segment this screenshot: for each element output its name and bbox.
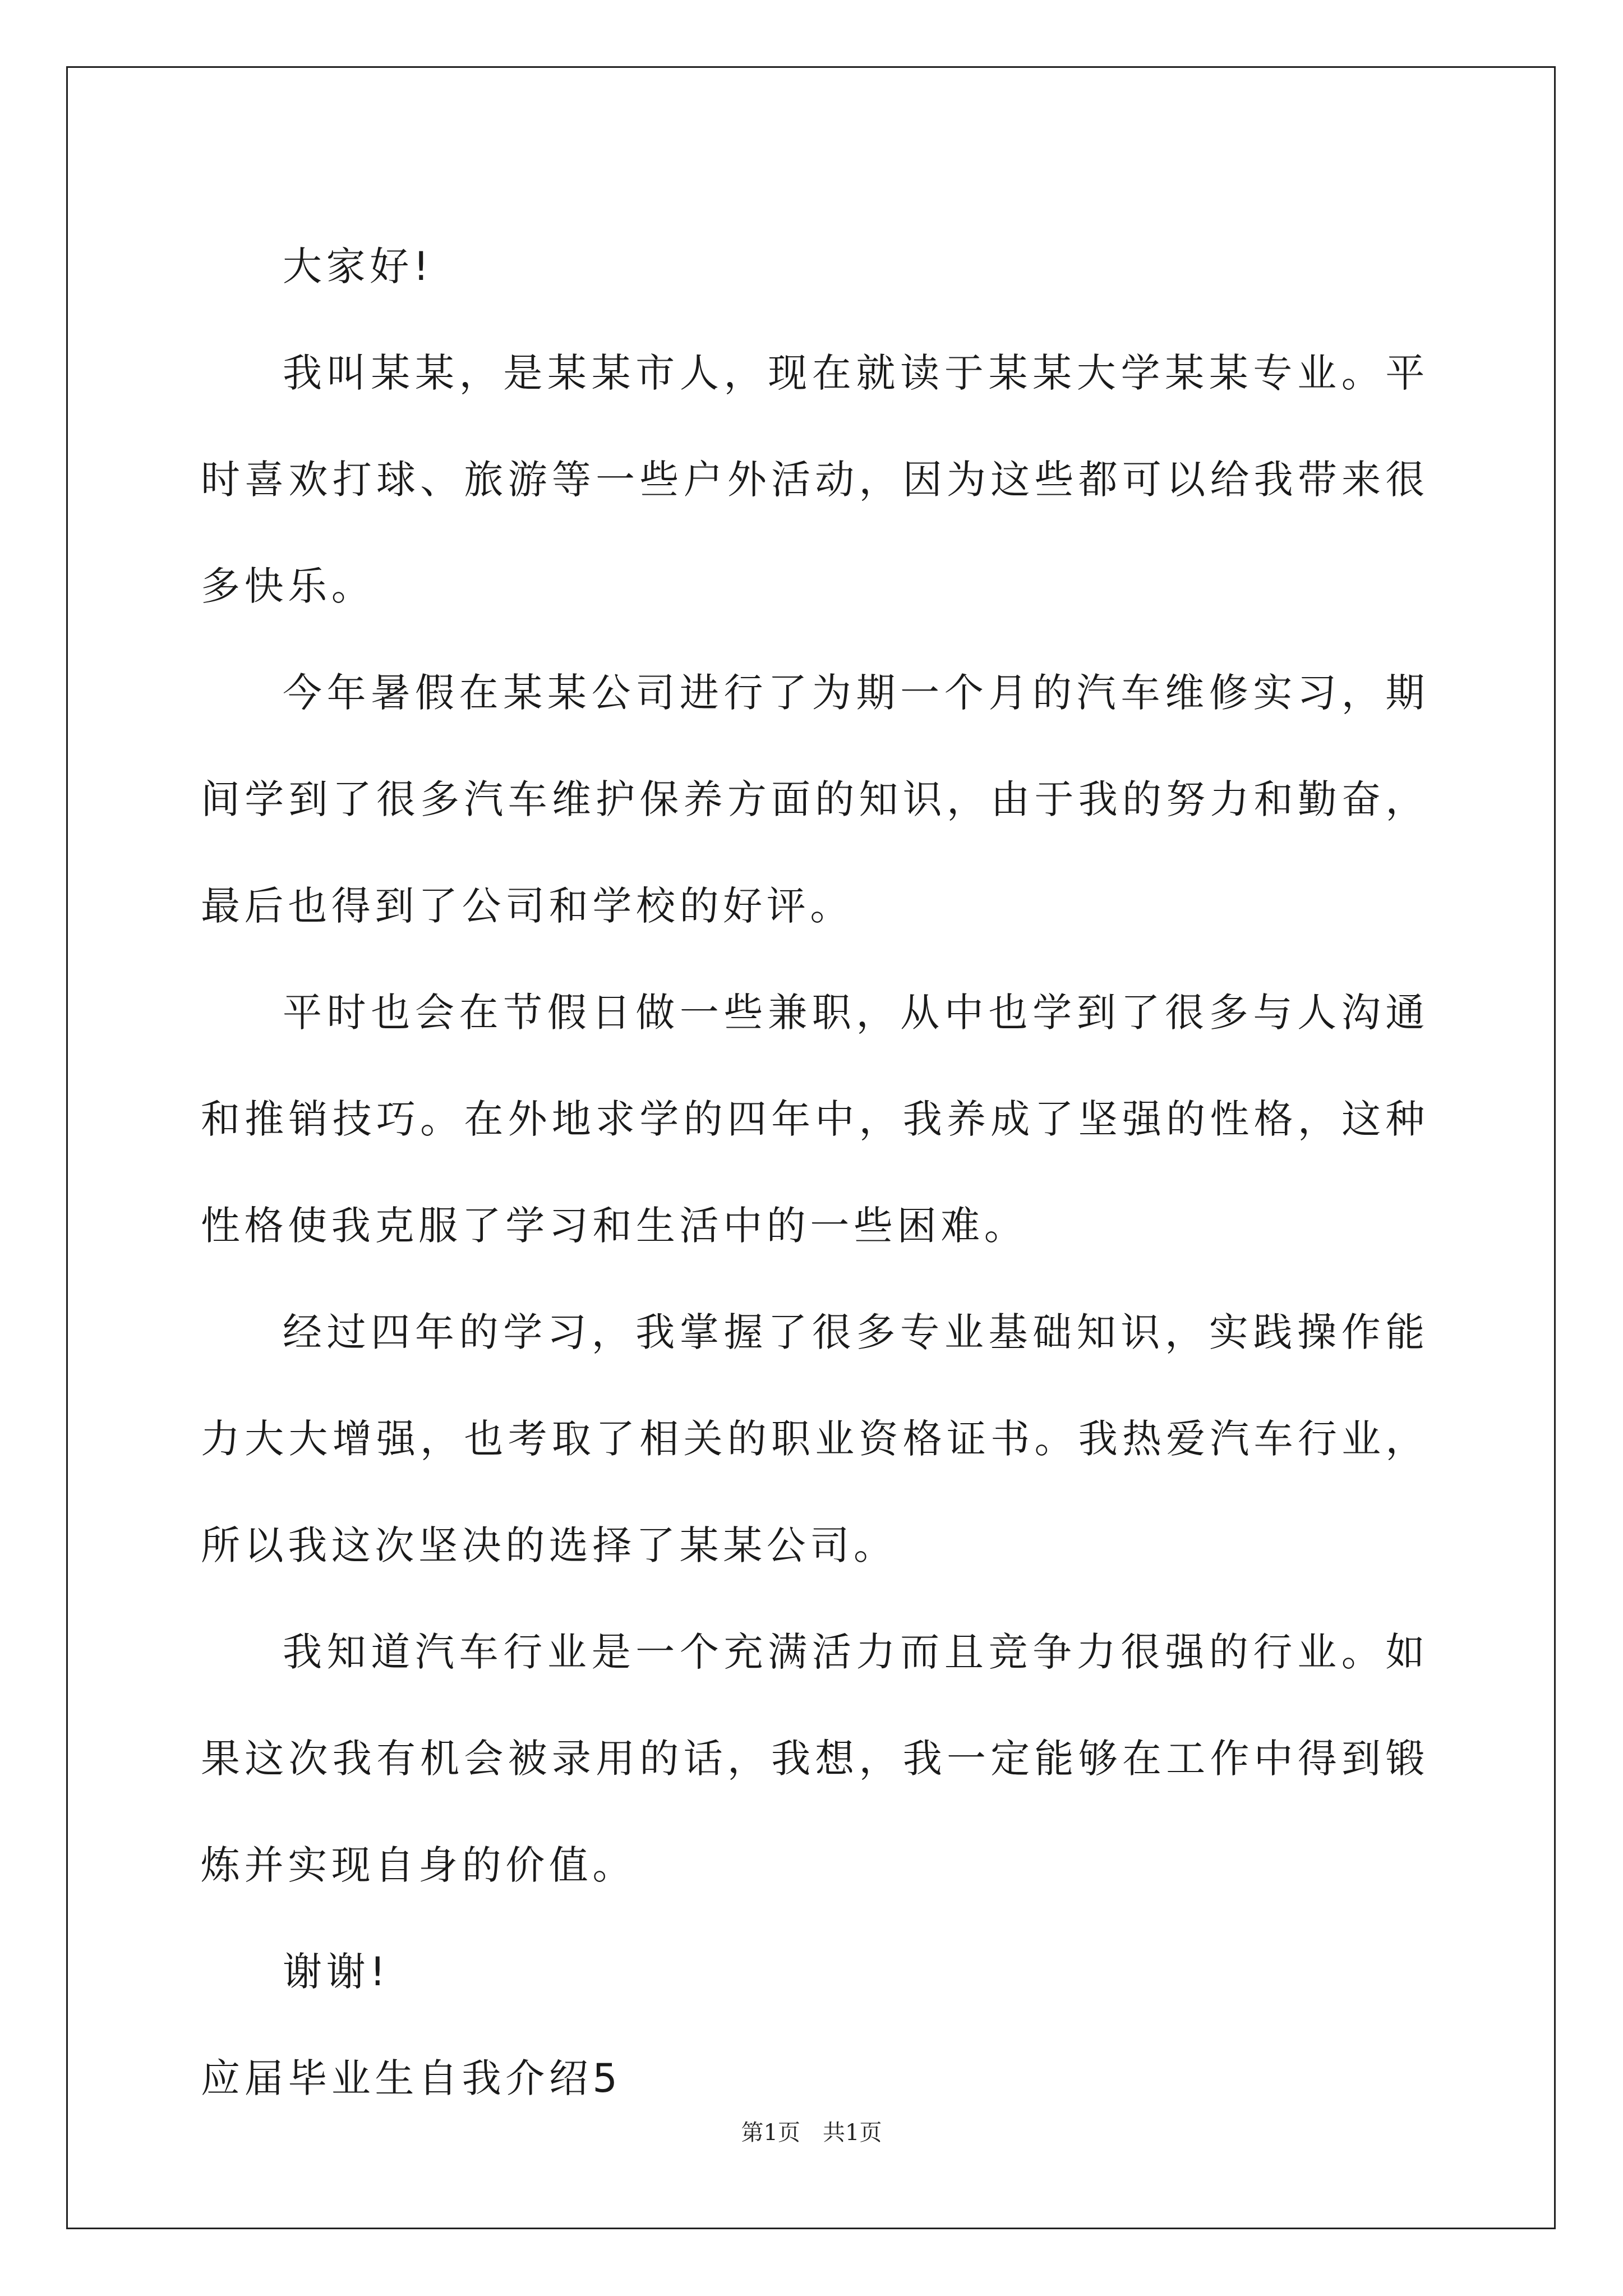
page-footer: 第1页 共1页 xyxy=(741,2120,882,2146)
document-body xyxy=(201,213,1429,2132)
study-paragraph: 经过四年的学习，我掌握了很多专业基础知识，实践操作能力大大增强，也考取了相关的职业资格证书。我热爱汽车行业，所以我这次坚决的选择了某某公司。 xyxy=(201,1309,1429,1568)
section-title: 应届毕业生自我介绍5 xyxy=(201,2055,622,2101)
internship-paragraph: 今年暑假在某某公司进行了为期一个月的汽车维修实习，期间学到了很多汽车维护保养方面的知识，由于我的努力和勤奋，最后也得到了公司和学校的好评。 xyxy=(201,670,1429,929)
parttime-paragraph: 平时也会在节假日做一些兼职，从中也学到了很多与人沟通和推销技巧。在外地求学的四年中，我养成了坚强的性格，这种性格使我克服了学习和生活中的一些困难。 xyxy=(201,990,1429,1249)
greeting-paragraph: 大家好! xyxy=(283,243,434,289)
intro-paragraph: 我叫某某，是某某市人，现在就读于某某大学某某专业。平时喜欢打球、旅游等一些户外活动，因为这些都可以给我带来很多快乐。 xyxy=(201,350,1429,609)
closing-paragraph: 我知道汽车行业是一个充满活力而且竞争力很强的行业。如果这次我有机会被录用的话，我想，我一定能够在工作中得到锻炼并实现自身的价值。 xyxy=(201,1629,1429,1888)
thanks-paragraph: 谢谢! xyxy=(283,1949,390,1995)
